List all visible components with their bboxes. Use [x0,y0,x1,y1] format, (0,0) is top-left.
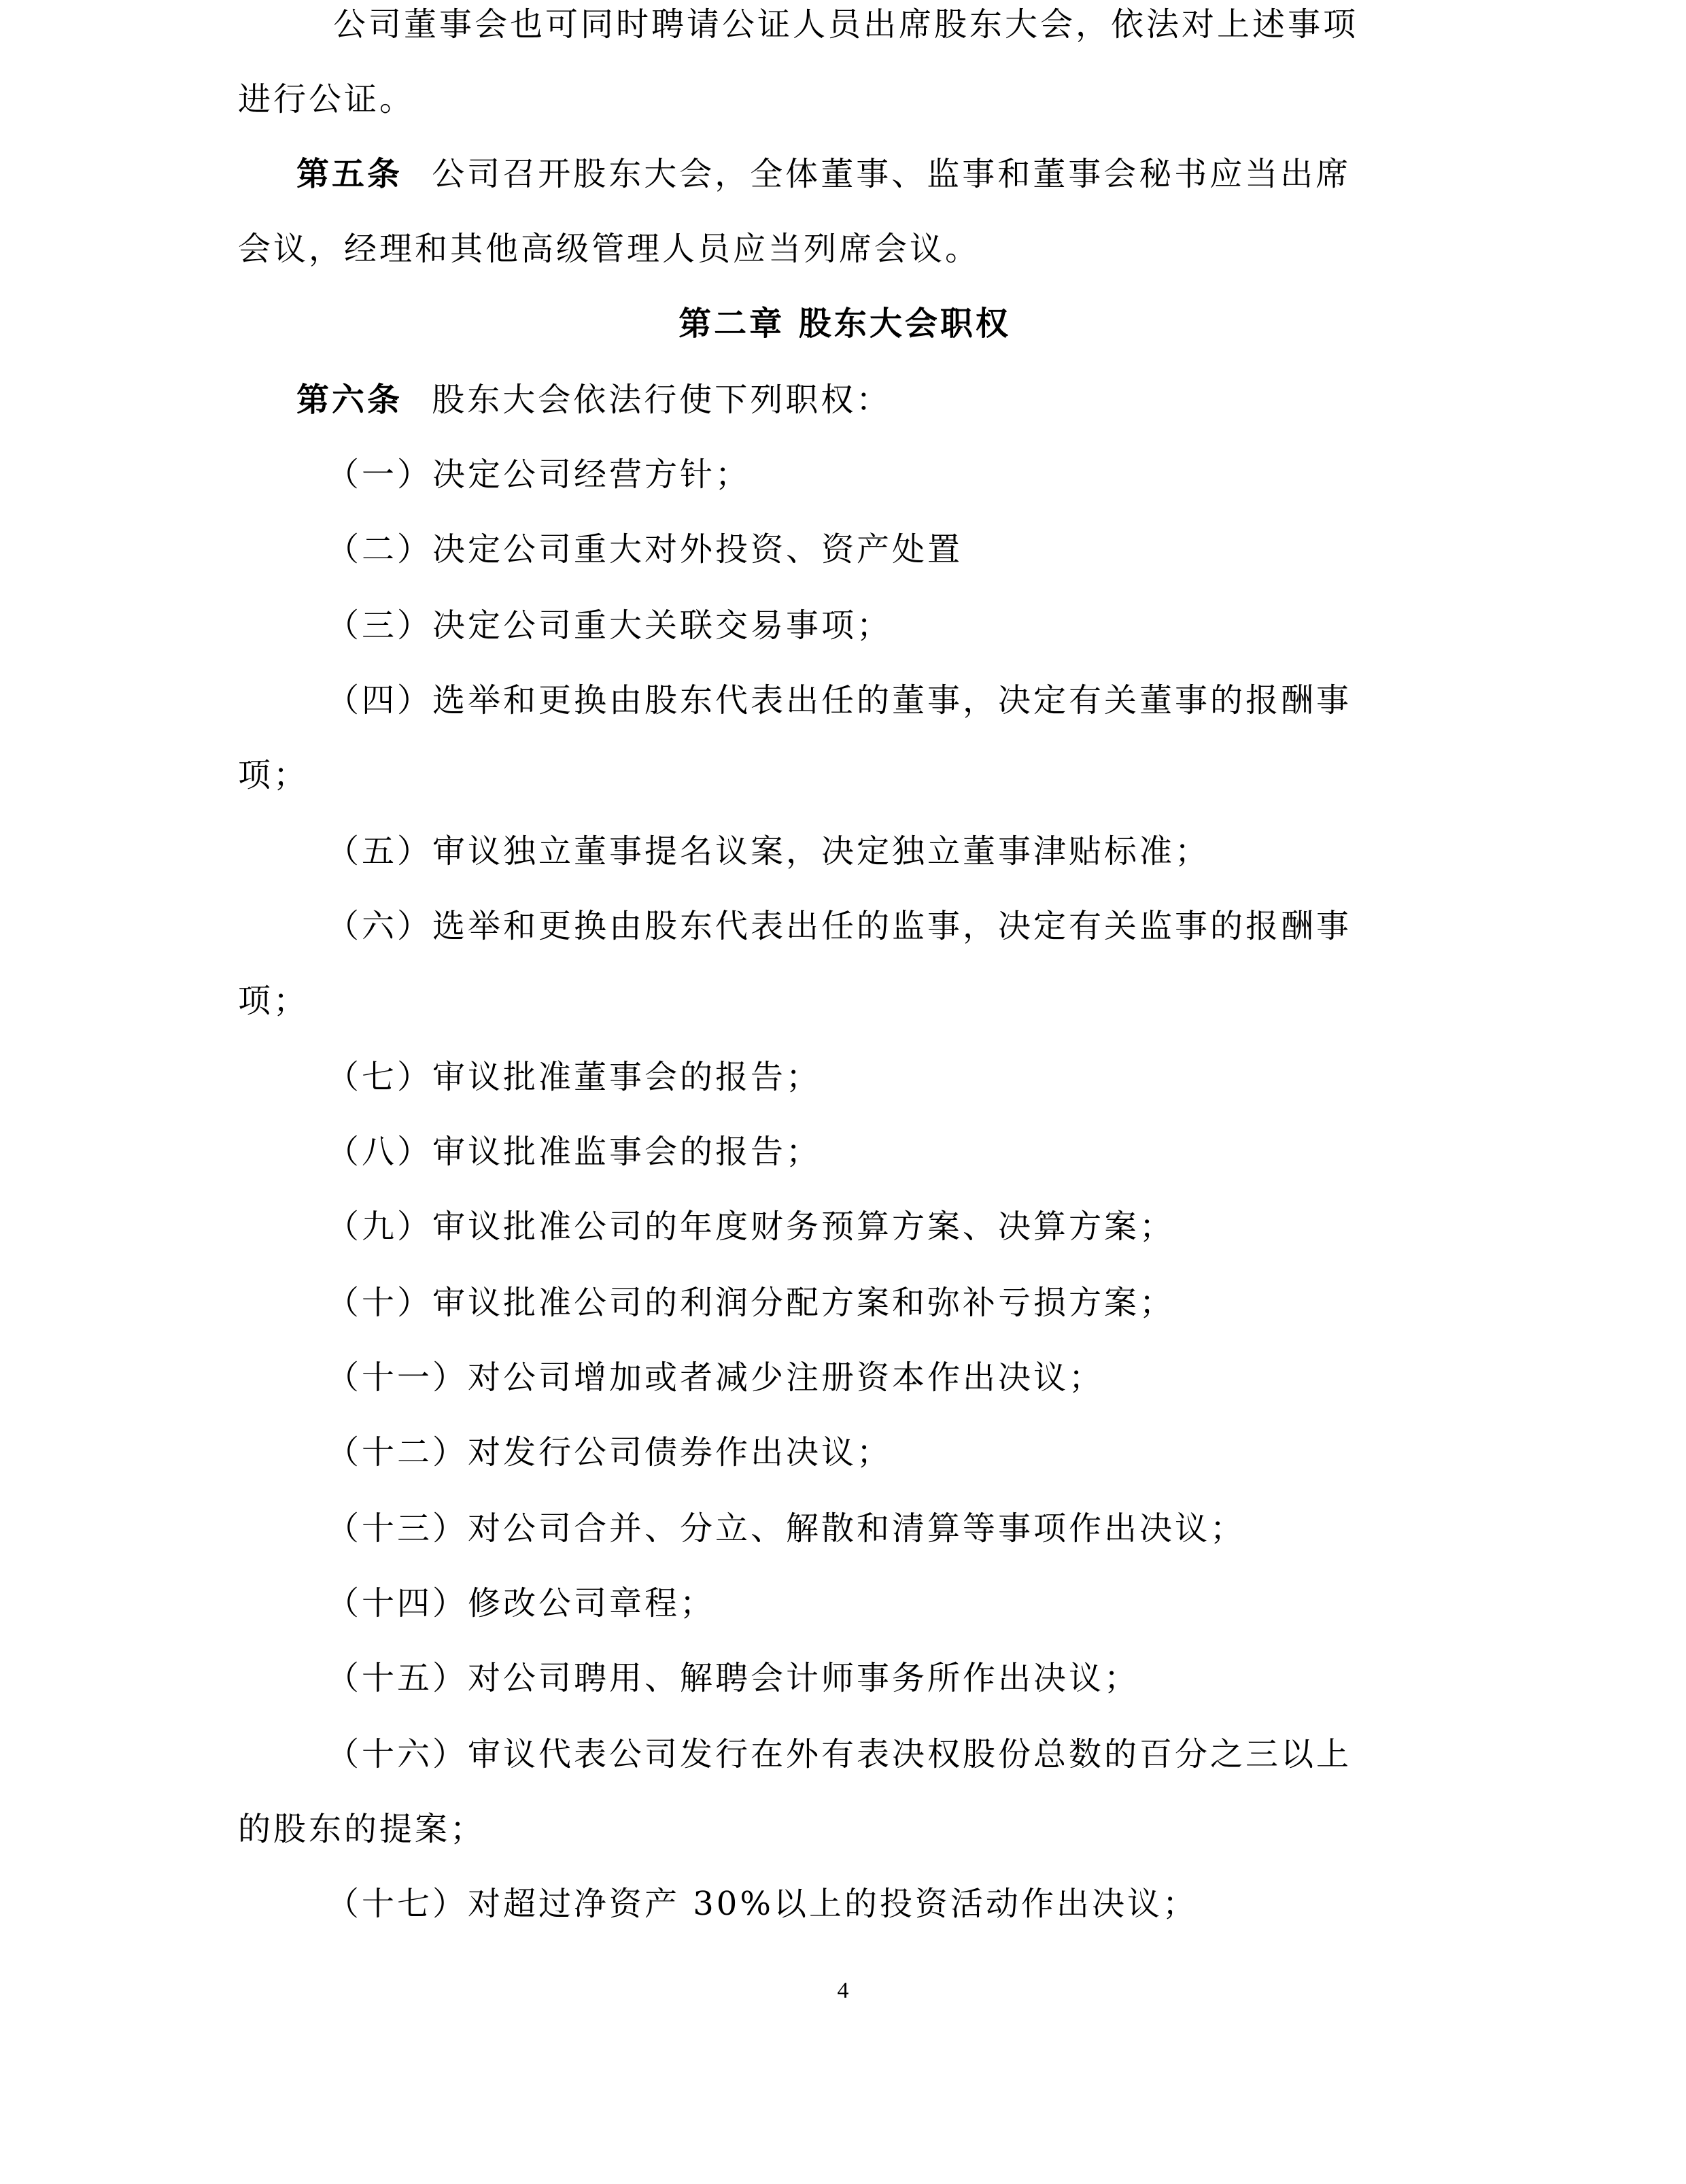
list-item-4-line-1: （四）选举和更换由股东代表出任的董事，决定有关董事的报酬事 [326,681,1352,719]
article-5-label: 第五条 [296,155,403,193]
article-5-text: 公司召开股东大会，全体董事、监事和董事会秘书应当出席 [432,155,1352,193]
article-6-line [296,378,891,422]
article-5-line-2: 会议，经理和其他高级管理人员应当列席会议。 [238,230,981,268]
page-number: 4 [837,1978,849,2003]
list-item-13: （十三）对公司合并、分立、解散和清算等事项作出决议； [326,1509,1246,1548]
list-item-6-line-1: （六）选举和更换由股东代表出任的监事，决定有关监事的报酬事 [326,907,1352,945]
list-item-8: （八）审议批准监事会的报告； [326,1133,822,1171]
article-5-line-1 [296,152,1351,196]
list-item-9: （九）审议批准公司的年度财务预算方案、决算方案； [326,1208,1175,1246]
list-item-6-line-2: 项； [238,982,309,1020]
list-item-10: （十）审议批准公司的利润分配方案和弥补亏损方案； [326,1284,1175,1322]
list-item-11: （十一）对公司增加或者减少注册资本作出决议； [326,1359,1105,1397]
list-item-2: （二）决定公司重大对外投资、资产处置 [326,530,963,568]
list-item-1: （一）决定公司经营方针； [326,456,751,494]
list-item-4-line-2: 项； [238,756,309,794]
paragraph-notary-line-2: 进行公证。 [238,80,415,118]
chapter-heading: 第二章 股东大会职权 [678,305,1011,343]
list-item-12: （十二）对发行公司债券作出决议； [326,1433,893,1471]
list-item-7: （七）审议批准董事会的报告； [326,1058,822,1096]
paragraph-notary-line-1: 公司董事会也可同时聘请公证人员出席股东大会，依法对上述事项 [333,5,1359,44]
list-item-14: （十四）修改公司章程； [326,1584,716,1622]
list-item-16-line-1: （十六）审议代表公司发行在外有表决权股份总数的百分之三以上 [326,1735,1352,1773]
list-item-5: （五）审议独立董事提名议案，决定独立董事津贴标准； [326,832,1211,870]
list-item-15: （十五）对公司聘用、解聘会计师事务所作出决议； [326,1659,1140,1697]
list-item-17: （十七）对超过净资产 30%以上的投资活动作出决议； [326,1885,1198,1923]
article-6-label: 第六条 [296,381,403,419]
article-6-text: 股东大会依法行使下列职权： [432,381,892,419]
list-item-16-line-2: 的股东的提案； [238,1810,486,1848]
list-item-3: （三）决定公司重大关联交易事项； [326,607,893,645]
